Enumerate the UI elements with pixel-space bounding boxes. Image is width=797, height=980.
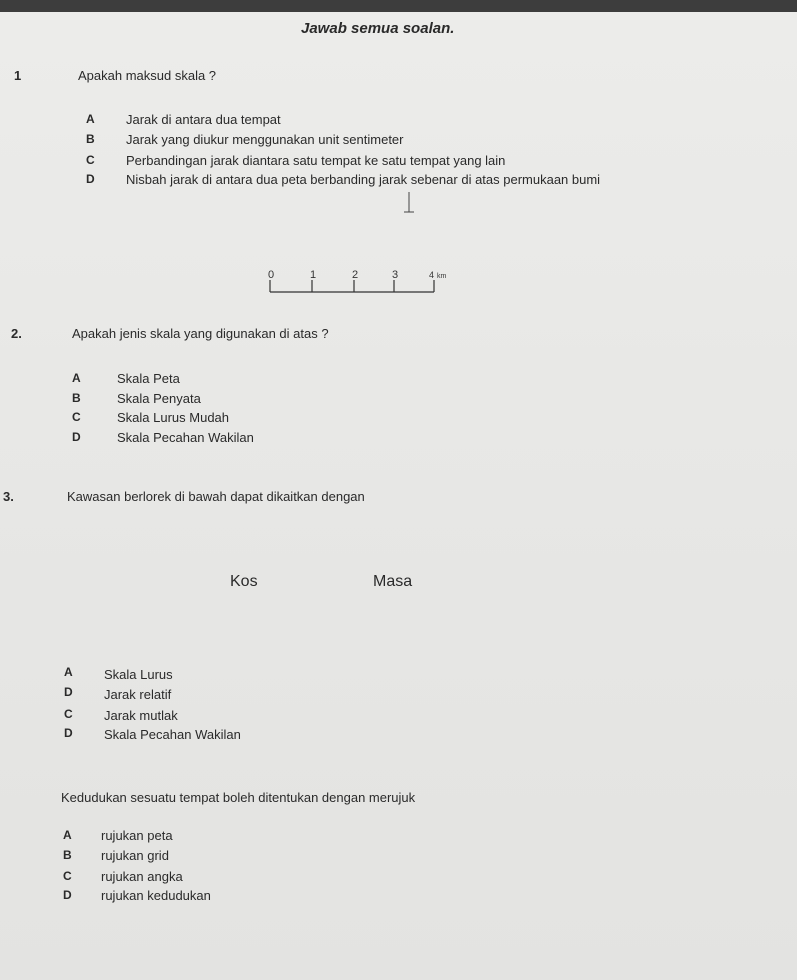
question-3-text: Kawasan berlorek di bawah dapat dikaitkan dengan: [67, 489, 365, 504]
q2-option-a-text[interactable]: Skala Peta: [117, 371, 180, 386]
text-cursor-icon: [402, 192, 416, 214]
question-2-number: 2.: [11, 326, 22, 341]
q1-option-c-letter: C: [86, 153, 95, 167]
question-3-number: 3.: [3, 489, 14, 504]
q4-option-c-text[interactable]: rujukan angka: [101, 869, 183, 884]
question-2-text: Apakah jenis skala yang digunakan di atas ?: [72, 326, 329, 341]
q3-option-1-text[interactable]: Skala Lurus: [104, 667, 173, 682]
question-4-text: Kedudukan sesuatu tempat boleh ditentukan dengan merujuk: [61, 790, 416, 805]
q2-option-d-text[interactable]: Skala Pecahan Wakilan: [117, 430, 254, 445]
q4-option-b-letter: B: [63, 848, 72, 862]
q4-option-d-letter: D: [63, 888, 72, 902]
word-masa: Masa: [373, 573, 413, 590]
scale-label-4: 4: [429, 270, 435, 280]
q3-option-1-letter: A: [64, 665, 73, 679]
q2-option-d-letter: D: [72, 430, 81, 444]
q1-option-c-text[interactable]: Perbandingan jarak diantara satu tempat ke satu tempat yang lain: [126, 153, 506, 168]
scale-label-2: 2: [352, 269, 359, 281]
q2-option-a-letter: A: [72, 371, 81, 385]
q2-option-b-letter: B: [72, 391, 81, 405]
linear-scale-figure: [266, 266, 466, 296]
q3-option-3-letter: C: [64, 707, 73, 721]
q4-option-a-letter: A: [63, 828, 72, 842]
q1-option-b-text[interactable]: Jarak yang diukur menggunakan unit sentimeter: [126, 132, 404, 147]
q3-option-4-text[interactable]: Skala Pecahan Wakilan: [104, 727, 241, 742]
q1-option-d-letter: D: [86, 172, 95, 186]
q4-option-b-text[interactable]: rujukan grid: [101, 848, 169, 863]
question-1-text: Apakah maksud skala ?: [78, 68, 217, 83]
q1-option-b-letter: B: [86, 132, 95, 146]
word-kos: Kos: [230, 573, 258, 590]
scale-label-0: 0: [268, 269, 275, 281]
q1-option-d-text[interactable]: Nisbah jarak di antara dua peta berbanding jarak sebenar di atas permukaan bumi: [126, 172, 601, 187]
q1-option-a-text[interactable]: Jarak di antara dua tempat: [126, 112, 281, 127]
question-1-number: 1: [14, 68, 22, 83]
q3-option-3-text[interactable]: Jarak mutlak: [104, 708, 178, 723]
q4-option-c-letter: C: [63, 869, 72, 883]
q2-option-c-text[interactable]: Skala Lurus Mudah: [117, 410, 230, 425]
scale-label-1: 1: [310, 269, 317, 281]
q2-option-b-text[interactable]: Skala Penyata: [117, 391, 201, 406]
q3-option-2-text[interactable]: Jarak relatif: [104, 687, 172, 702]
q2-option-c-letter: C: [72, 410, 81, 424]
q4-option-a-text[interactable]: rujukan peta: [101, 828, 173, 843]
q1-option-a-letter: A: [86, 112, 95, 126]
q3-option-2-letter: D: [64, 685, 73, 699]
scale-label-3: 3: [392, 269, 399, 281]
scale-unit: km: [437, 273, 447, 280]
page-title: Jawab semua soalan.: [301, 20, 455, 37]
q4-option-d-text[interactable]: rujukan kedudukan: [101, 888, 211, 903]
q3-option-4-letter: D: [64, 726, 73, 740]
